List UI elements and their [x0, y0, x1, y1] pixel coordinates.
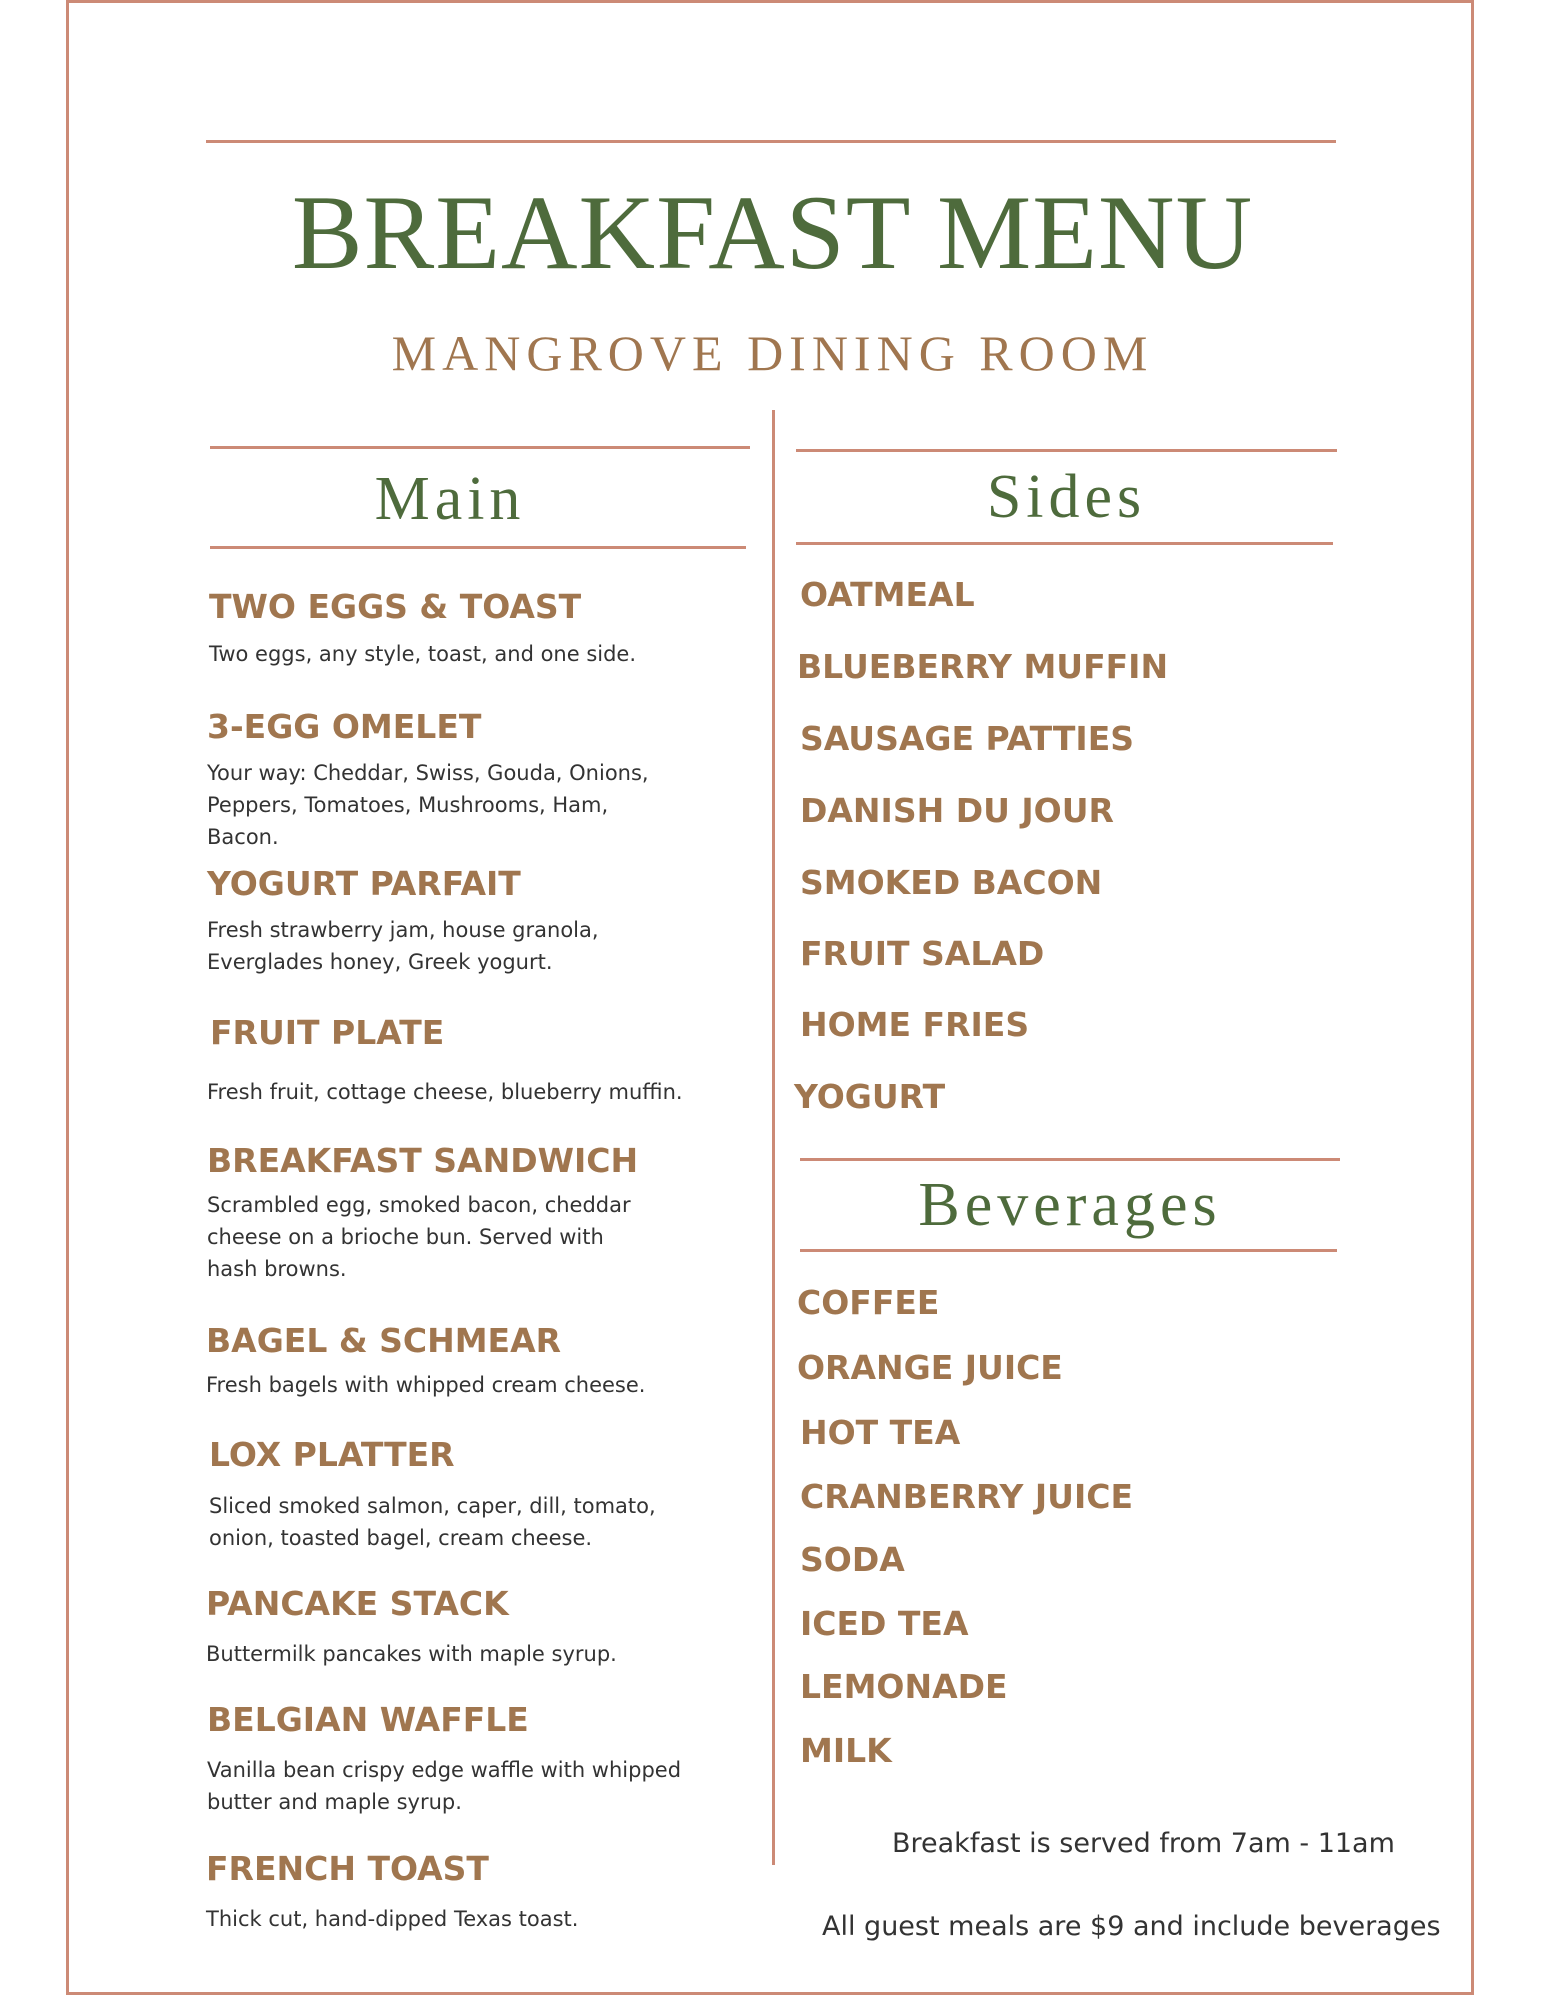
menu-item-desc: Fresh bagels with whipped cream cheese.	[206, 1373, 646, 1397]
menu-item-desc: Scrambled egg, smoked bacon, cheddar cheese on a brioche bun. Served with hash browns.	[207, 1193, 631, 1281]
menu-subtitle: MANGROVE DINING ROOM	[391, 325, 1154, 381]
menu-item-name: FRENCH TOAST	[206, 1849, 489, 1888]
menu-item-name: FRUIT PLATE	[210, 1013, 445, 1052]
menu-item-desc: Two eggs, any style, toast, and one side.	[209, 642, 637, 666]
side-item: FRUIT SALAD	[800, 934, 1045, 973]
menu-item-name: BELGIAN WAFFLE	[207, 1700, 529, 1739]
sides-heading-bottom-rule	[796, 542, 1333, 545]
main-heading-bottom-rule	[210, 546, 746, 549]
sides-heading: Sides	[986, 463, 1147, 531]
beverages-heading-top-rule	[800, 1158, 1340, 1161]
menu-item-name: PANCAKE STACK	[206, 1584, 509, 1623]
menu-item-name: YOGURT PARFAIT	[207, 864, 521, 903]
beverage-item: CRANBERRY JUICE	[800, 1477, 1133, 1516]
menu-item-desc: Thick cut, hand-dipped Texas toast.	[206, 1907, 579, 1931]
menu-item-desc: Buttermilk pancakes with maple syrup.	[206, 1642, 617, 1666]
menu-item-name: BAGEL & SCHMEAR	[206, 1321, 562, 1360]
beverage-item: ICED TEA	[800, 1604, 969, 1643]
menu-item-name: 3-EGG OMELET	[207, 707, 482, 746]
side-item: OATMEAL	[800, 575, 975, 614]
menu-item-desc: Sliced smoked salmon, caper, dill, tomato, onion, toasted bagel, cream cheese.	[209, 1494, 656, 1550]
menu-item-desc: Fresh fruit, cottage cheese, blueberry muffin.	[207, 1080, 683, 1104]
beverage-item: COFFEE	[797, 1283, 940, 1322]
menu-item-desc: Your way: Cheddar, Swiss, Gouda, Onions, Peppers, Tomatoes, Mushrooms, Ham, Bacon.	[207, 761, 649, 849]
menu-item-desc: Vanilla bean crispy edge waffle with whipped butter and maple syrup.	[207, 1758, 682, 1814]
menu-item-name: LOX PLATTER	[209, 1435, 455, 1474]
main-heading-top-rule	[210, 446, 750, 449]
beverage-item: ORANGE JUICE	[797, 1348, 1063, 1387]
beverage-item: LEMONADE	[800, 1667, 1008, 1706]
guest-price-note: All guest meals are $9 and include beverages	[822, 1911, 1441, 1942]
side-item: BLUEBERRY MUFFIN	[797, 647, 1169, 686]
service-hours-note: Breakfast is served from 7am - 11am	[892, 1828, 1395, 1859]
side-item: HOME FRIES	[800, 1005, 1030, 1044]
side-item: SAUSAGE PATTIES	[800, 719, 1135, 758]
side-item: DANISH DU JOUR	[800, 791, 1114, 830]
sides-heading-top-rule	[796, 449, 1337, 452]
column-divider	[772, 410, 775, 1865]
main-heading: Main	[374, 465, 526, 533]
side-item: YOGURT	[794, 1077, 946, 1116]
title-top-rule	[206, 140, 1336, 143]
side-item: SMOKED BACON	[800, 863, 1103, 902]
beverage-item: SODA	[800, 1540, 905, 1579]
beverages-heading: Beverages	[918, 1171, 1222, 1239]
menu-item-name: BREAKFAST SANDWICH	[207, 1141, 639, 1180]
beverage-item: MILK	[800, 1731, 892, 1770]
page-border	[66, 0, 1474, 1995]
beverages-heading-bottom-rule	[800, 1249, 1337, 1252]
menu-item-desc: Fresh strawberry jam, house granola, Everglades honey, Greek yogurt.	[207, 918, 599, 974]
menu-item-name: TWO EGGS & TOAST	[209, 587, 582, 626]
menu-title: BREAKFAST MENU	[291, 174, 1254, 291]
beverage-item: HOT TEA	[800, 1413, 961, 1452]
